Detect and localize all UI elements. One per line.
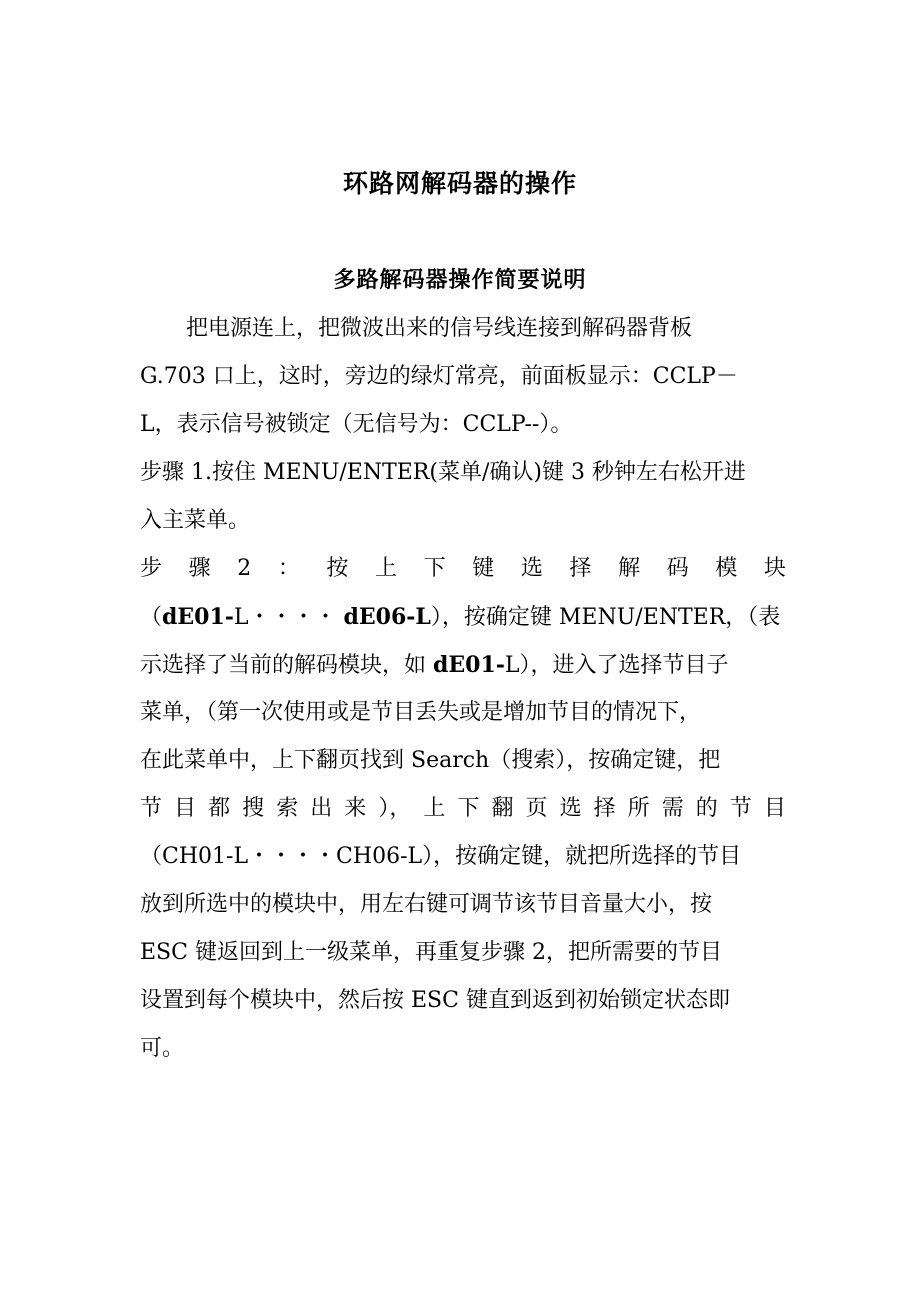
step-2-char: ）， xyxy=(378,796,412,821)
step-2-char: ： xyxy=(277,556,300,581)
step-2-char: 上 xyxy=(423,796,446,821)
step-2-char: 出 xyxy=(310,796,333,821)
step-2-line-8: 放到所选中的模块中，用左右键可调节该节目音量大小，按 xyxy=(140,892,713,917)
module-code-bold: dE01- xyxy=(433,652,505,678)
text-run: ），按确定键 MENU/ENTER，（表 xyxy=(430,605,781,630)
step-2-char: 上 xyxy=(375,556,398,581)
step-2-char: 的 xyxy=(695,796,718,821)
intro-line-1: 把电源连上，把微波出来的信号线连接到解码器背板 xyxy=(186,316,693,341)
page-title: 环路网解码器的操作 xyxy=(342,169,577,198)
intro-paragraph xyxy=(140,305,786,449)
step-2-char: 下 xyxy=(457,796,480,821)
step-2-char: 步 xyxy=(140,556,163,581)
step-2-paragraph xyxy=(140,545,786,1073)
step-2-char: 需 xyxy=(661,796,684,821)
step-2-line-9: ESC 键返回到上一级菜单，再重复步骤 2，把所需要的节目 xyxy=(140,940,722,965)
intro-line-2: G.703 口上，这时，旁边的绿灯常亮，前面板显示：CCLP－ xyxy=(140,364,738,389)
step-2-char: 索 xyxy=(276,796,299,821)
step-2-char: 择 xyxy=(593,796,616,821)
step-2-line-3 xyxy=(140,641,786,689)
module-code-bold: dE06-L xyxy=(343,604,431,630)
text-run: （ xyxy=(140,605,163,630)
step-2-char: 模 xyxy=(715,556,738,581)
step-2-line-7: （CH01-L・・・・CH06-L），按确定键，就把所选择的节目 xyxy=(140,844,742,869)
step-2-line-11: 可。 xyxy=(140,1036,185,1061)
step-2-char: 下 xyxy=(423,556,446,581)
step-2-char: 都 xyxy=(208,796,231,821)
text-run: L・・・・ xyxy=(233,605,344,630)
step-2-char: 按 xyxy=(326,556,349,581)
step-2-line-6 xyxy=(140,785,786,833)
step-2-char: 择 xyxy=(569,556,592,581)
step-2-char: 搜 xyxy=(242,796,265,821)
step-2-char: 码 xyxy=(666,556,689,581)
text-run: 示选择了当前的解码模块，如 xyxy=(140,653,433,678)
intro-line-3: L，表示信号被锁定（无信号为：CCLP--）。 xyxy=(140,412,573,437)
text-run: L），进入了选择节目子 xyxy=(504,653,729,678)
step-2-line-10: 设置到每个模块中，然后按 ESC 键直到返到初始锁定状态即 xyxy=(140,988,730,1013)
step-2-char: 节 xyxy=(140,796,163,821)
module-code-bold: dE01- xyxy=(162,604,234,630)
step-2-char: 解 xyxy=(618,556,641,581)
step-2-line-2 xyxy=(140,593,786,641)
step-2-line-5: 在此菜单中，上下翻页找到 Search（搜索），按确定键，把 xyxy=(140,748,721,773)
step-2-char: 选 xyxy=(520,556,543,581)
step-1-line-1: 步骤 1.按住 MENU/ENTER(菜单/确认)键 3 秒钟左右松开进 xyxy=(140,460,746,485)
step-2-char: 来 xyxy=(344,796,367,821)
step-2-char: 所 xyxy=(627,796,650,821)
step-2-char: 选 xyxy=(559,796,582,821)
step-2-char: 页 xyxy=(525,796,548,821)
step-2-char: 2 xyxy=(237,556,252,581)
step-2-char: 块 xyxy=(763,556,786,581)
section-subtitle: 多路解码器操作简要说明 xyxy=(333,267,587,293)
step-2-char: 键 xyxy=(472,556,495,581)
step-2-line-1 xyxy=(140,545,786,593)
step-2-char: 目 xyxy=(763,796,786,821)
step-1-line-2: 入主菜单。 xyxy=(140,508,251,533)
step-1-paragraph xyxy=(140,449,786,545)
step-2-line-4: 菜单，（第一次使用或是节目丢失或是增加节目的情况下， xyxy=(140,700,702,725)
step-2-char: 翻 xyxy=(491,796,514,821)
step-2-char: 节 xyxy=(729,796,752,821)
step-2-char: 骤 xyxy=(188,556,211,581)
step-2-char: 目 xyxy=(174,796,197,821)
